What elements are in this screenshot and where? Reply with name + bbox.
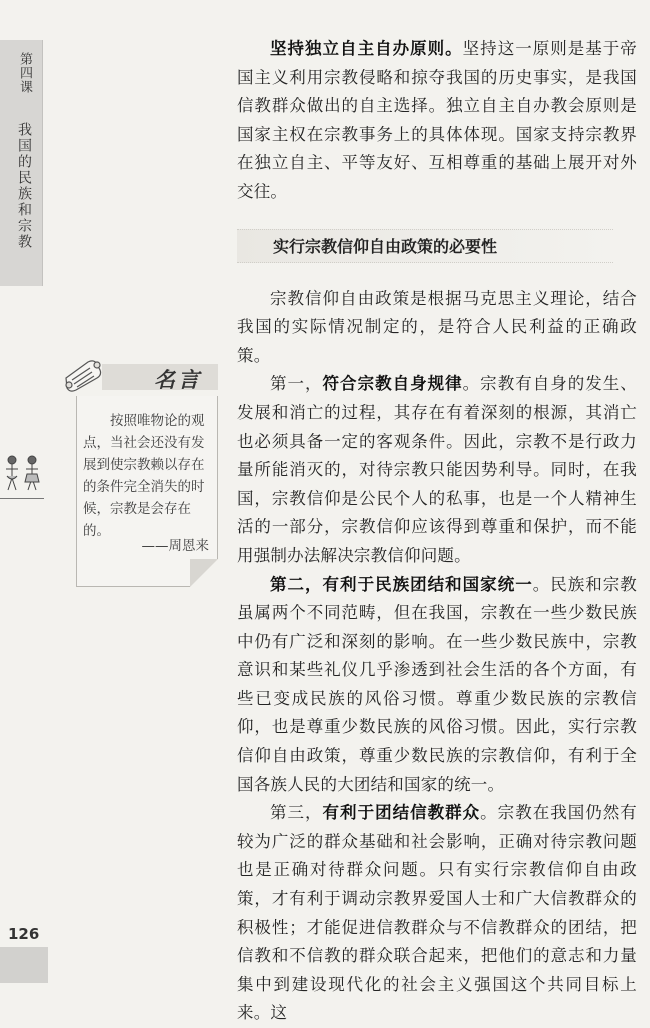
second-reason-heading: 第二，有利于民族团结和国家统一 — [270, 574, 533, 594]
page-number: 126 — [8, 925, 40, 943]
paragraph-first-reason — [237, 370, 637, 570]
lesson-number: 第四课 — [17, 52, 32, 94]
quote-box — [62, 352, 216, 592]
bottom-corner-bar — [0, 947, 48, 983]
second-reason-text: 。民族和宗教虽属两个不同范畴，但在我国，宗教在一些少数民族中仍有广泛和深刻的影响。在一些少数民族中，宗教意识和某些礼仪几乎渗透到社会生活的各个方面，有些已变成民族的风俗习惯。尊重少数民族的宗教信仰，也是尊重少数民族的风俗习惯。因此，实行宗教信仰自由政策，尊重少数民族的宗教信仰，有利于全国各族人民的大团结和国家的统一。 — [237, 574, 638, 794]
paragraph-principle — [237, 35, 637, 207]
first-reason-text: 。宗教有自身的发生、发展和消亡的过程，其存在有着深刻的根源，其消亡也必须具备一定的客观条件。因此，宗教不是行政力量所能消灭的，对待宗教只能因势利导。同时，在我国，宗教信仰是公民个人的私事，也是一个人精神生活的一部分，宗教信仰应该得到尊重和保护，而不能用强制办法解决宗教信仰问题。 — [237, 374, 637, 565]
third-reason-text: 。宗教在我国仍然有较为广泛的群众基础和社会影响，正确对待宗教问题也是正确对待群众问题。只有实行宗教信仰自由政策，才有利于调动宗教界爱国人士和广大信教群众的积极性；才能促进信教群众与不信教群众的团结，把信教和不信教的群众联合起来，把他们的意志和力量集中到建设现代化的社会主义强国这个共同目标上来。这 — [237, 803, 637, 1023]
quote-title: 名言 — [154, 368, 202, 392]
people-illustration-icon — [2, 452, 46, 496]
third-reason-heading: 有利于团结信教群众 — [322, 803, 481, 823]
lesson-title: 我国的民族和宗教 — [16, 122, 32, 250]
margin-rule — [0, 498, 44, 499]
principle-heading: 坚持独立自主自办原则。 — [270, 39, 463, 58]
quote-header — [62, 352, 216, 392]
first-reason-lead: 第一， — [270, 374, 323, 394]
third-reason-lead: 第三， — [270, 803, 323, 823]
paragraph-third-reason — [237, 799, 637, 1028]
paragraph-intro — [237, 285, 637, 371]
quote-author: ——周恩来 — [141, 538, 209, 554]
quote-text: 按照唯物论的观点，当社会还没有发展到使宗教赖以存在的条件完全消失的时候，宗教是会存在的。 — [83, 413, 205, 539]
first-reason-heading: 符合宗教自身规律 — [322, 374, 463, 394]
principle-text: 坚持这一原则是基于帝国主义利用宗教侵略和掠夺我国的历史事实，是我国信教群众做出的自主选择。独立自主自办教会原则是国家主权在宗教事务上的具体体现。国家支持宗教界在独立自主、平等友好、互相尊重的基础上展开对外交往。 — [237, 39, 638, 201]
quote-body — [76, 396, 218, 587]
intro-text: 宗教信仰自由政策是根据马克思主义理论，结合我国的实际情况制定的，是符合人民利益的正确政策。 — [237, 288, 637, 365]
paragraph-second-reason — [237, 571, 637, 800]
section-heading: 实行宗教信仰自由政策的必要性 — [237, 229, 613, 263]
scroll-icon — [62, 356, 106, 394]
page-curl-decoration — [190, 559, 218, 587]
chapter-side-tab — [0, 40, 43, 286]
main-text — [237, 35, 637, 1028]
